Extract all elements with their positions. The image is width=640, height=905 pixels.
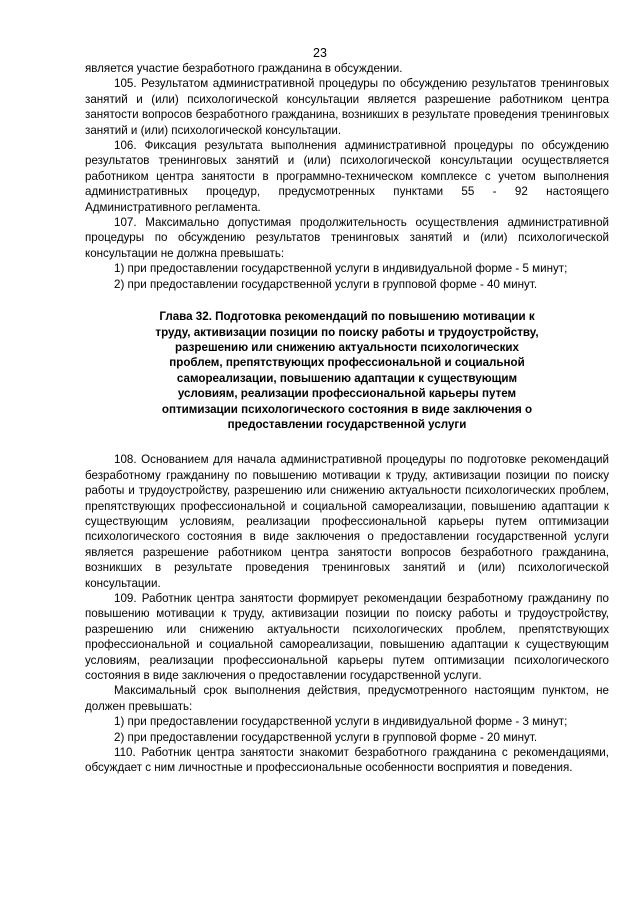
paragraph: Максимальный срок выполнения действия, предусмотренного настоящим пунктом, не должен превышать: <box>85 684 609 713</box>
paragraph: 2) при предоставлении государственной услуги в групповой форме - 40 минут. <box>114 277 538 291</box>
paragraphs-before-chapter <box>85 61 609 292</box>
page-number: 23 <box>313 46 327 60</box>
paragraph: 1) при предоставлении государственной услуги в индивидуальной форме - 3 минут; <box>114 715 568 729</box>
paragraph: 106. Фиксация результата выполнения административной процедуры по обсуждению результатов тренинговых занятий и (или) психологической консультации осуществляется работником центра занятости в программно-техническом комплексе с учетом выполнения административных процедур, предусмотренных пунктами 55 - 92 настоящего Административного регламента. <box>85 139 609 214</box>
chapter-title: Глава 32. Подготовка рекомендаций по повышению мотивации к труду, активизации позиции по поиску работы и трудоустройству, разрешению или снижению актуальности психологических проблем, препятствующих профессиональной и социальной самореализации, повышению адаптации к существующим условиям, реализации профессиональной карьеры путем оптимизации психологического состояния в виде заключения о предоставлении государственной услуги <box>155 310 539 431</box>
paragraph: 105. Результатом административной процедуры по обсуждению результатов тренинговых занятий и (или) психологической консультации является разрешение работником центра занятости вопросов безработного гражданина, возникших в результате проведения тренинговых занятий и (или) психологической консультации. <box>85 77 609 137</box>
paragraph: 110. Работник центра занятости знакомит безработного гражданина с рекомендациями, обсуждает с ним личностные и профессиональные особенности восприятия и поведения. <box>85 746 609 775</box>
paragraph: является участие безработного гражданина в обсуждении. <box>85 62 403 75</box>
paragraph: 107. Максимально допустимая продолжительность осуществления административной процедуры по обсуждению результатов тренинговых занятий и (или) психологической консультации не должна превышать: <box>85 216 609 260</box>
paragraph: 1) при предоставлении государственной услуги в индивидуальной форме - 5 минут; <box>114 262 568 276</box>
paragraphs-after-chapter <box>85 452 609 776</box>
paragraph: 109. Работник центра занятости формирует рекомендации безработному гражданину по повышению мотивации к труду, активизации позиции по поиску работы и трудоустройству, разрешению или снижению актуальности психологических проблем, препятствующих профессиональной и социальной самореализации, повышению адаптации к существующим условиям, реализации профессиональной карьеры путем оптимизации психологического состояния в виде заключения о предоставлении государственной услуги. <box>85 592 609 683</box>
document-body <box>85 61 609 776</box>
paragraph: 2) при предоставлении государственной услуги в групповой форме - 20 минут. <box>114 730 538 744</box>
paragraph: 108. Основанием для начала административной процедуры по подготовке рекомендаций безработному гражданину по повышению мотивации к труду, активизации позиции по поиску работы и трудоустройству, разрешению или снижению актуальности психологических проблем, препятствующих профессиональной и социальной самореализации, повышению адаптации к существующим условиям, реализации профессиональной карьеры путем оптимизации психологического состояния в виде заключения о предоставлении государственной услуги является разрешение работником центра занятости вопросов безработного гражданина, возникших в результате проведения тренинговых занятий и (или) психологической консультации. <box>85 453 609 590</box>
